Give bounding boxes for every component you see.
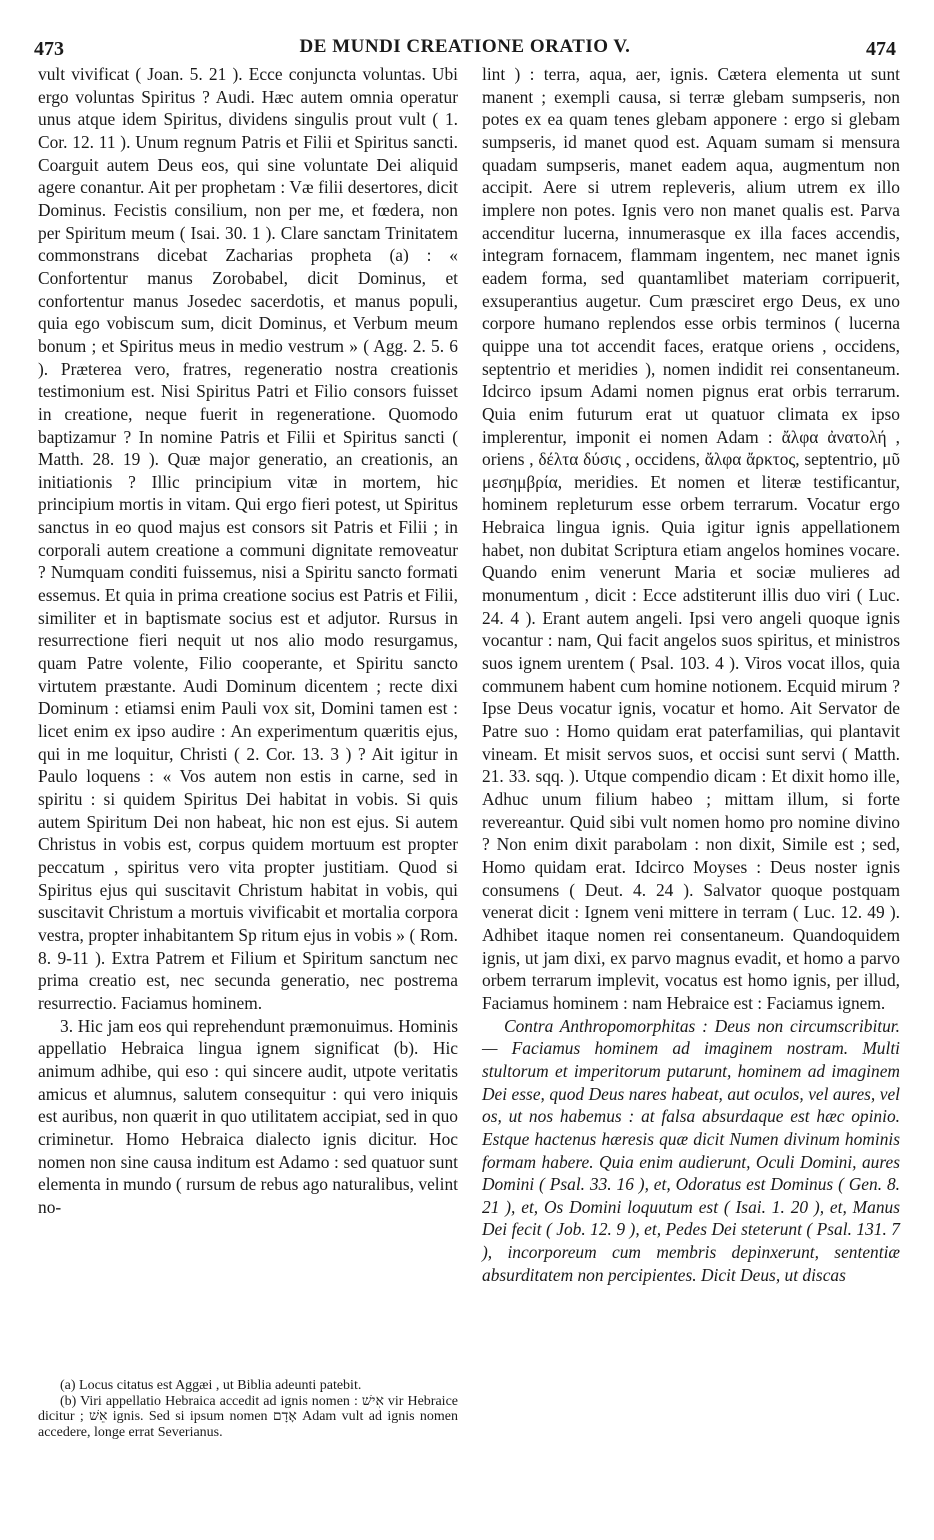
left-column [38, 63, 458, 1218]
footnotes [38, 1378, 458, 1440]
running-title: DE MUNDI CREATIONE ORATIO V. [299, 36, 631, 57]
right-paragraph-1: lint ) : terra, aqua, aer, ignis. Cætera elementa ut sunt manent ; exempli causa, si terræ glebam sumpseris, non potes ex ea quam tenes glebam apponere : ergo si glebam sumpseris, id manet quod est. Aquam sumam si mensura quadam sumpseris, manet eadem aqua, augmentum non accipit. Aere si utrem repleveris, alium utrem ex illo implere non potes. Ignis vero non manet qualis est. Parva accenditur lucerna, innumerasque ex illa faces accendis, integram fornacem, flammam ingentem, nec manet ignis eadem forma, sed quantamlibet materiam corripuerit, exsuperantius augetur. Cum præsciret ergo Deus, ex uno corpore humano replendos esse orbis terminos ( lucerna quippe una tot accendit faces, eratque oriens , occidens, septentrio et meridies ), nomen indidit rei consentaneum. Idcirco ipsum Adami nomen pignus erat orbis terrarum. Quia enim futurum erat ut quatuor climata ex ipso implerentur, imponit ei nomen Adam : ἄλφα ἀνατολή , oriens , δέλτα δύσις , occidens, ἄλφα ἄρκτος, septentrio, μῦ μεσημβρία, meridies. Et nomen et literæ testificantur, hominem repleturum esse orbem terrarum. Vocatur ergo Hebraica lingua ignis. Quia igitur ignis appellationem habet, non dubitat Scriptura etiam angelos homines vocare. Quando enim venerunt Maria et sociæ mulieres ad monumentum , dicit : Ecce adstiterunt illis duo viri ( Luc. 24. 4 ). Erant autem angeli. Ipsi vero angeli quoque ignis vocantur : nam, Qui facit angelos suos spiritus, et ministros suos ignem urentem ( Psal. 103. 4 ). Viros vocat illos, quia communem habent cum homine notionem. Ecquid mirum ? Ipse Deus vocatur ignis, vocatur et homo. Ait Servator de Patre suo : Homo quidam erat paterfamilias, qui plantavit vineam. Et misit servos suos, et occisi sunt servi ( Matth. 21. 33. sqq. ). Utque compendio dicam : Et dixit homo ille, Adhuc unum filium habeo ; mittam illum, si forte revereantur. Quid sibi vult nomen homo pro nomine divino ? Non enim dixit parabolam : non dixit, Simile est ; sed, Homo quidam erat. Idcirco Moyses : Deus noster ignis consumens ( Deut. 4. 24 ). Salvator quoque postquam venerat dicit : Ignem veni mittere in terram ( Luc. 12. 49 ). Adhibet itaque nomen rei consentaneum. Quandoquidem ignis, ut jam dixi, ex parvo magnus evadit, et homo a parvo orbem terrarum implevit, vocatus est homo ignis, per illud, Faciamus hominem : nam Hebraice est : Faciamus ignem. [482, 64, 900, 1013]
running-header [34, 34, 896, 64]
left-paragraph-1: vult vivificat ( Joan. 5. 21 ). Ecce conjuncta voluntas. Ubi ergo voluntas Spiritus ? Audi. Hæc autem omnia operatur unus atque idem Spiritus, dividens singulis prout vult ( 1. Cor. 12. 11 ). Unum regnum Patris et Filii et Spiritus sancti. Coarguit autem Deus eos, qui sine voluntate Dei aliquid agere conantur. Ait per prophetam : Væ filii desertores, dicit Dominus. Fecistis consilium, non per me, et fœdera, non per Spiritum meum ( Isai. 30. 1 ). Clare sanctam Trinitatem commonstrans dicebat Zacharias propheta (a) : « Confortentur manus Zorobabel, dicit Dominus, et confortentur manus Josedec sacerdotis, et manus populi, quia ego vobiscum sum, dicit Dominus, et Verbum meum bonum ; et Spiritus meus in medio vestrum » ( Agg. 2. 5. 6 ). Præterea vero, fratres, regeneratio nostra creationis testimonium est. Nisi Spiritus Patri et Filio consors fuisset in creatione, neque fuerit in regeneratione. Quomodo baptizamur ? In nomine Patris et Filii et Spiritus sancti ( Matth. 28. 19 ). Quæ major generatio, an creationis, an initiationis ? Illic principium vitæ in mortem, hic principium mortis in vitam. Qui ergo fieri potest, ut Spiritus sanctus in eo quod majus est consors sit Patris et Filii ; in corporali autem creatione a communi dignitate removeatur ? Numquam conditi fuissemus, nisi a Spiritu sancto formati essemus. Et quia in prima creatione socius est Patris et Filii, similiter et in baptismate socius est et adjutor. Rursus in resurrectione fieri nequit ut nos alio modo resurgamus, quam Patre volente, Filio cooperante, et Spiritu sancto virtutem præstante. Audi Dominum dicentem ; recte dixi Dominum : etiamsi enim Pauli vox sit, Domini tamen est : licet enim ex ipso audire : An experimentum quæritis ejus, qui in me loquitur, Christi ( 2. Cor. 13. 3 ) ? Ait igitur in Paulo loquens : « Vos autem non estis in carne, sed in spiritu : si quidem Spiritus Dei habitat in vobis. Si quis autem Spiritum Dei non habeat, hic non est ejus. Si autem Christus in vobis est, corpus quidem mortuum est propter peccatum , spiritus vero vita propter justitiam. Quod si Spiritus ejus qui suscitavit Christum habitat in vobis, qui suscitavit Christum a mortuis vivificabit et mortalia corpora vestra, propter inhabitantem Sp ritum ejus in vobis » ( Rom. 8. 9-11 ). Extra Patrem et Filium et Spiritum sanctum nec prima creatio est, nec secunda generatio, nec postrema resurrectio. Faciamus hominem. [38, 64, 458, 1013]
right-column [482, 63, 900, 1286]
footnote-a: (a) Locus citatus est Aggæi , ut Biblia adeunti patebit. [60, 1378, 362, 1393]
right-paragraph-2: Contra Anthropomorphitas : Deus non circumscribitur. — Faciamus hominem ad imaginem nostram. Multi stultorum et imperitorum putarunt, hominem ad imaginem Dei esse, quod Deus nares habeat, aut oculos, vel aures, vel os, ut nos habemus : at falsa absurdaque est hæc opinio. Estque hactenus hæresis quæ dicit Numen divinum hominis formam habere. Quia enim audierunt, Oculi Domini, aures Domini ( Psal. 33. 16 ), et, Odoratus est Dominus ( Gen. 8. 21 ), et, Os Domini loquutum est ( Isai. 1. 20 ), et, Manus Dei fecit ( Job. 12. 9 ), et, Pedes Dei steterunt ( Psal. 131. 7 ), incorporeum cum membris depinxerunt, sententiæ absurditatem non percipientes. Dicit Deus, ut discas [482, 1015, 900, 1285]
left-page-number: 473 [34, 38, 64, 60]
right-page-number: 474 [866, 38, 896, 60]
footnote-b: (b) Viri appellatio Hebraica accedit ad ignis nomen : אִישׁ vir Hebraice dicitur ; אֵשׁ ignis. Sed si ipsum nomen אָדָם Adam vult ad ignis nomen accedere, longe errat Severianus. [38, 1393, 458, 1440]
left-paragraph-2: 3. Hic jam eos qui reprehendunt præmonuimus. Hominis appellatio Hebraica lingua ignem significat (b). Hic animum adhibe, qui eso : qui sincere audit, utpote veritatis amicus et alumnus, salutem consequitur : qui vero iniquis est auribus, non quærit in quo utilitatem accipiat, sed in quo criminetur. Homo Hebraica dialecto ignis dicitur. Hoc nomen non sine causa inditum est Adamo : sed quatuor sunt elementa in mundo ( rursum de rebus ago naturalibus, velint no- [38, 1015, 458, 1217]
